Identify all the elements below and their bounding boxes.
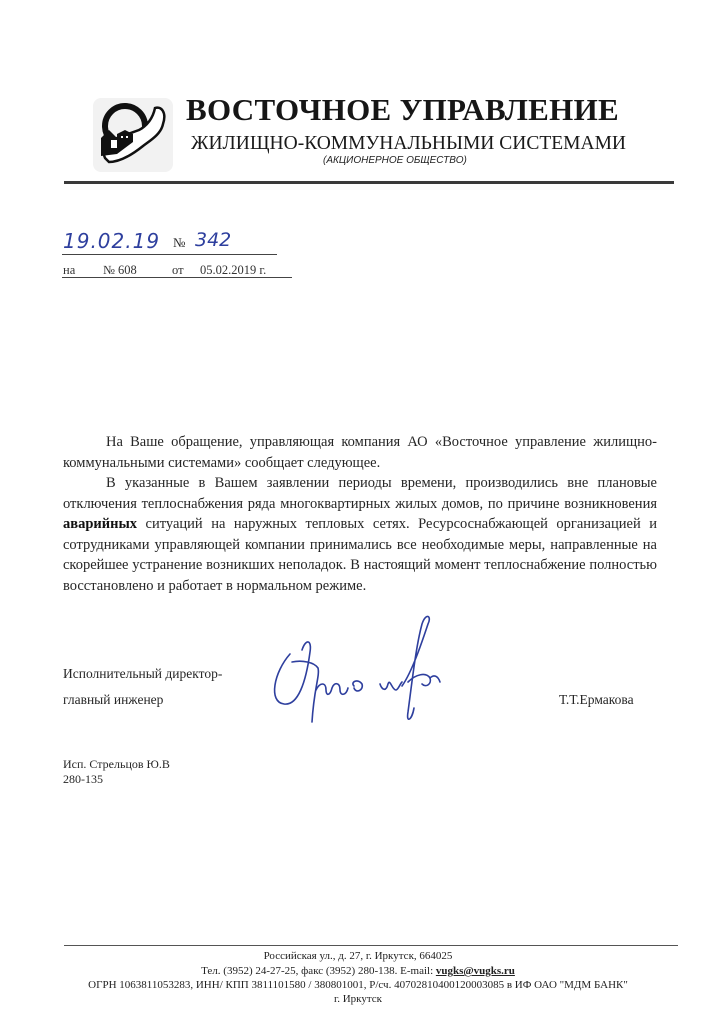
paragraph-text: В указанные в Вашем заявлении периоды времени, производились вне плановые отключения теплоснабжения ряда многоквартирных жилых домов, по причине возникновения (63, 475, 657, 512)
org-name-title: ВОСТОЧНОЕ УПРАВЛЕНИЕ (186, 92, 619, 127)
signer-name: Т.Т.Ермакова (559, 692, 634, 707)
in-reply-date: 05.02.2019 г. (200, 263, 267, 277)
footer-contacts (0, 965, 716, 977)
header-divider (64, 181, 674, 184)
in-reply-number: № 608 (103, 263, 137, 277)
outgoing-date: 19.02.19 (63, 229, 161, 253)
footer-city: г. Иркутск (333, 993, 383, 1005)
letter-body (63, 432, 657, 596)
email-link[interactable]: vugks@vugks.ru (435, 965, 515, 977)
reference-underline (62, 277, 292, 278)
in-reply-label: на (63, 263, 76, 277)
org-type: (АКЦИОНЕРНОЕ ОБЩЕСТВО) (323, 155, 467, 166)
footer-requisites: ОГРН 1063811053283, ИНН/ КПП 3811101580 / 380801001, Р/сч. 40702810400120003085 в ИФ ОАО "МДМ БАНК" (88, 979, 628, 991)
executor-name: Исп. Стрельцов Ю.В (63, 757, 170, 771)
signer-position: главный инженер (63, 692, 164, 707)
emphasis-text: аварийных (63, 516, 138, 532)
paragraph: На Ваше обращение, управляющая компания АО «Восточное управление жилищно-коммунальными системами» сообщает следующее. (63, 434, 657, 471)
from-label: от (172, 263, 184, 277)
footer-address: Российская ул., д. 27, г. Иркутск, 664025 (263, 950, 453, 962)
handwritten-signature-icon (262, 612, 452, 732)
outgoing-number-label: № (173, 235, 186, 250)
outgoing-number: 342 (195, 229, 232, 251)
paragraph (63, 473, 657, 596)
company-logo-icon (91, 96, 175, 174)
footer-divider (64, 945, 678, 946)
footer-contacts-text: Тел. (3952) 24-27-25, факс (3952) 280-138. E-mail: (201, 965, 436, 977)
executor-phone: 280-135 (63, 772, 103, 786)
reference-underline (62, 254, 277, 255)
signer-position: Исполнительный директор- (63, 666, 223, 681)
org-name-subtitle: ЖИЛИЩНО-КОММУНАЛЬНЫМИ СИСТЕМАМИ (191, 133, 627, 154)
paragraph-text: ситуаций на наружных тепловых сетях. Ресурсоснабжающей организацией и сотрудниками управляющей компании принимались все необходимые меры, направленные на скорейшее устранение возникших неполадок. В настоящий момент теплоснабжение полностью восстановлено и работает в нормальном режиме. (63, 516, 657, 594)
